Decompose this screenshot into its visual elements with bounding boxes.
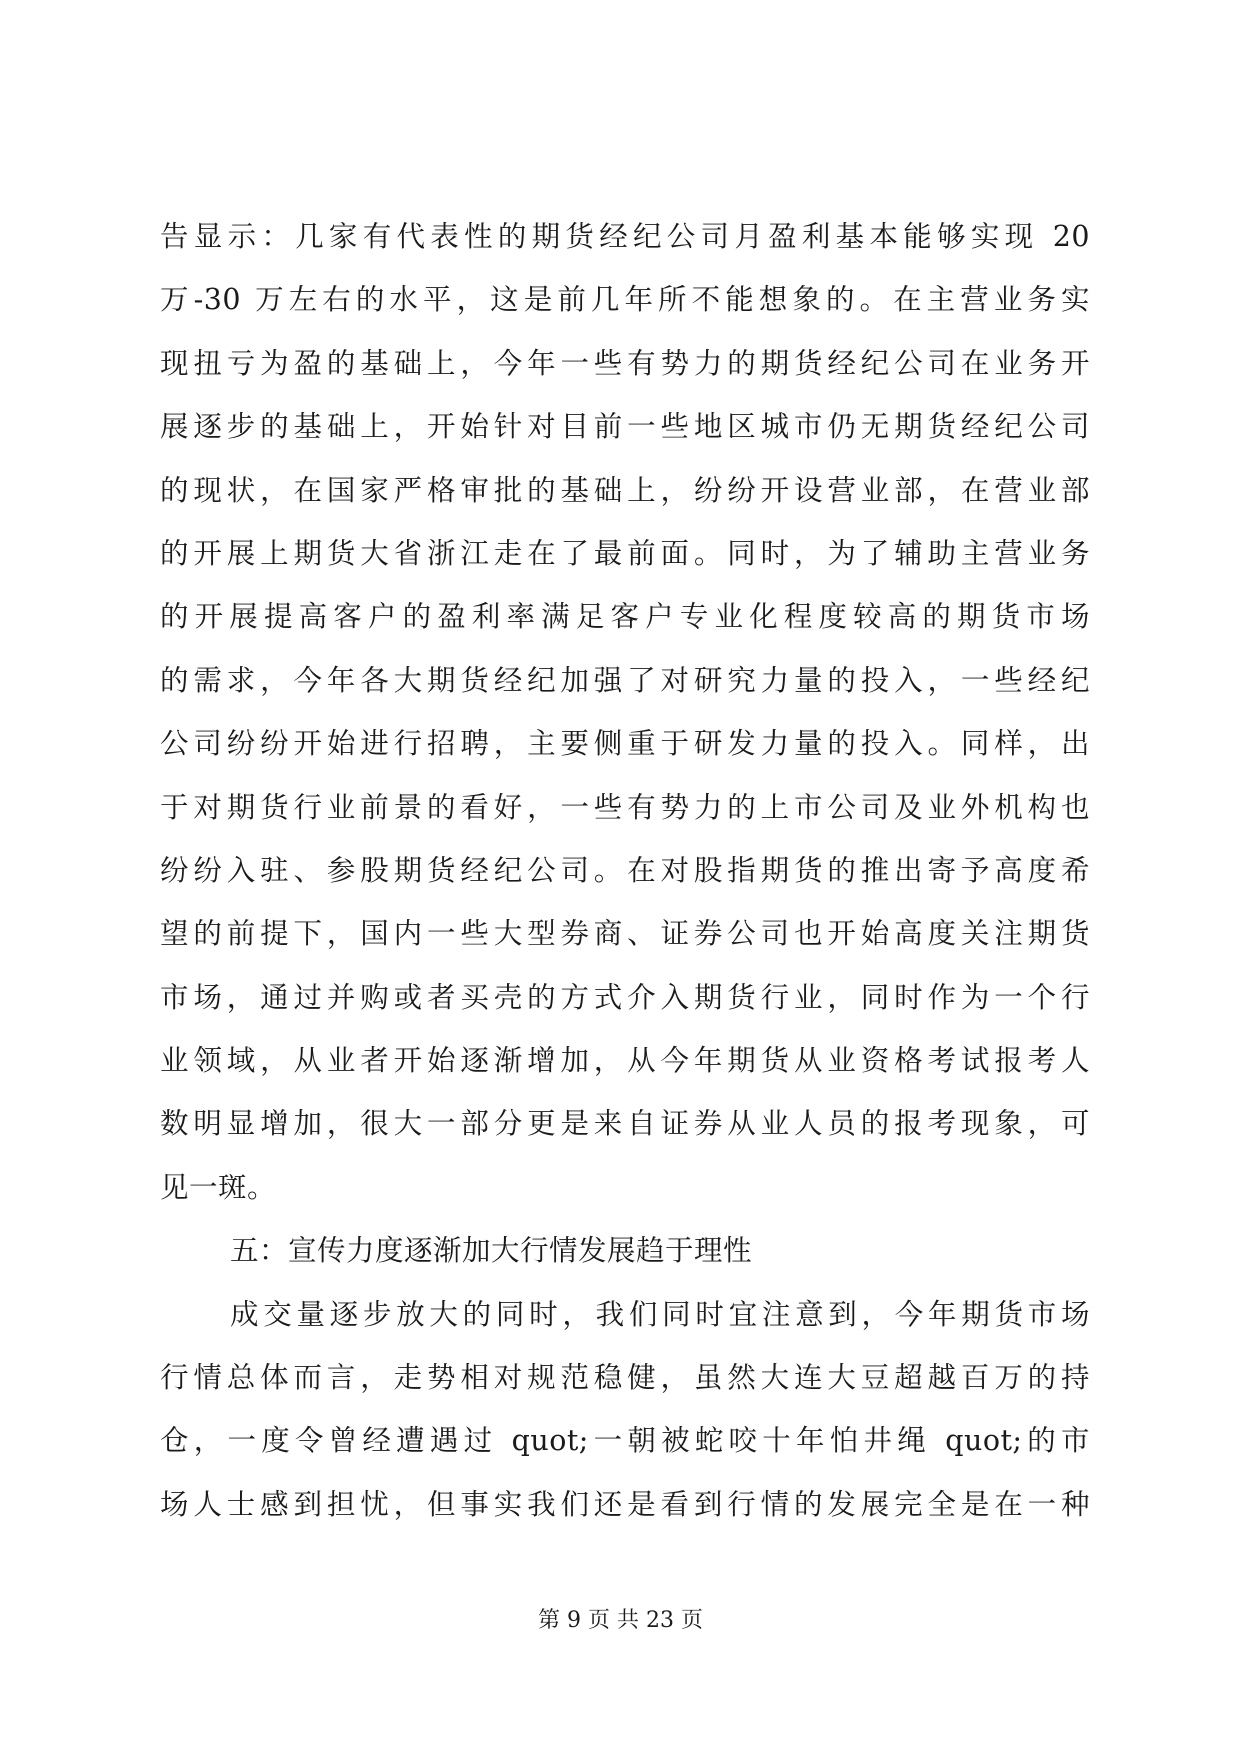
- text-line: 数明显增加，很大一部分更是来自证券从业人员的报考现象，可: [160, 1107, 1090, 1141]
- text-line: 成交量逐步放大的同时，我们同时宜注意到，今年期货市场: [230, 1297, 1090, 1331]
- text-line: 于对期货行业前景的看好，一些有势力的上市公司及业外机构也: [160, 790, 1090, 824]
- section-heading: 五：宣传力度逐渐加大行情发展趋于理性: [230, 1234, 753, 1268]
- text-line: 公司纷纷开始进行招聘，主要侧重于研发力量的投入。同样，出: [160, 727, 1090, 761]
- text-line: 现扭亏为盈的基础上，今年一些有势力的期货经纪公司在业务开: [160, 346, 1090, 380]
- text-line: 市场，通过并购或者买壳的方式介入期货行业，同时作为一个行: [160, 980, 1090, 1014]
- text-line: 展逐步的基础上，开始针对目前一些地区城市仍无期货经纪公司: [160, 410, 1090, 444]
- text-line: 见一斑。: [160, 1170, 277, 1204]
- text-line: 的需求，今年各大期货经纪加强了对研究力量的投入，一些经纪: [160, 663, 1090, 697]
- text-line: 纷纷入驻、参股期货经纪公司。在对股指期货的推出寄予高度希: [160, 853, 1090, 887]
- text-line: 的现状，在国家严格审批的基础上，纷纷开设营业部，在营业部: [160, 473, 1090, 507]
- text-line: 望的前提下，国内一些大型券商、证券公司也开始高度关注期货: [160, 917, 1090, 951]
- text-line: 万-30 万左右的水平，这是前几年所不能想象的。在主营业务实: [160, 283, 1090, 317]
- text-line: 的开展提高客户的盈利率满足客户专业化程度较高的期货市场: [160, 600, 1090, 634]
- body-text: [160, 205, 1090, 1536]
- text-line: 告显示：几家有代表性的期货经纪公司月盈利基本能够实现 20: [160, 220, 1090, 253]
- text-line: 的开展上期货大省浙江走在了最前面。同时，为了辅助主营业务: [160, 536, 1090, 570]
- text-line: 场人士感到担忧，但事实我们还是看到行情的发展完全是在一种: [160, 1487, 1090, 1521]
- page-number: 第 9 页 共 23 页: [538, 1608, 703, 1633]
- text-line: 仓，一度令曾经遭遇过 quot;一朝被蛇咬十年怕井绳 quot;的市: [160, 1424, 1090, 1458]
- text-line: 行情总体而言，走势相对规范稳健，虽然大连大豆超越百万的持: [160, 1361, 1090, 1395]
- text-line: 业领域，从业者开始逐渐增加，从今年期货从业资格考试报考人: [160, 1044, 1090, 1078]
